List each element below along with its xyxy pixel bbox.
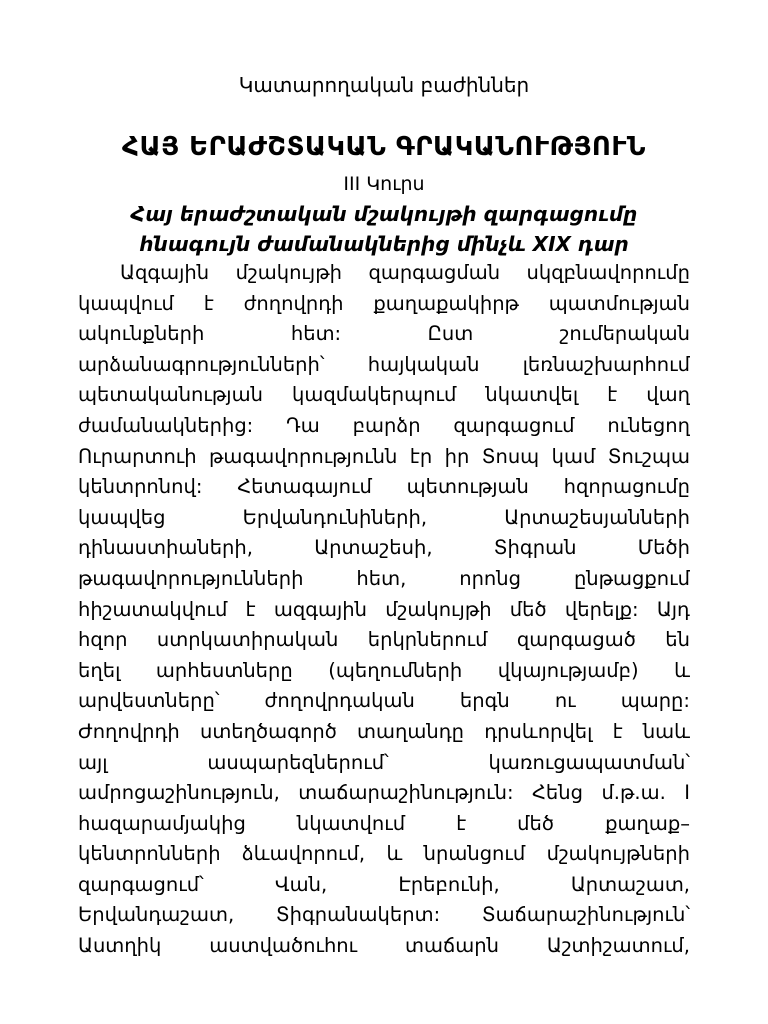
paragraph-line: Ազգային մշակույթի զարգացման սկզբնավորումը [120, 261, 690, 284]
paragraph-line: կապվեց Երվանդունիների, Արտաշեսյանների [78, 505, 690, 529]
course-label: III Կուրս [343, 173, 425, 195]
paragraph-line: հզոր ստրկատիրական երկրներում զարգացած են [78, 628, 690, 652]
paragraph-line: այլ ասպարեզներում՝ կառուցապատման՝ [78, 750, 690, 774]
paragraph-line: կապվում է ժողովրդի քաղաքակիրթ պատմության [78, 291, 690, 315]
paragraph-line: Երվանդաշատ, Տիգրանակերտ: Տաճարաշինություն՝ [78, 903, 690, 927]
section-label: Կատարողական բաժիններ [238, 73, 530, 97]
paragraph-line: հազարամյակից նկատվում է մեծ քաղաք– [78, 811, 690, 835]
paragraph-line: ամրոցաշինություն, տաճարաշինություն: Հենց մ.թ.ա. I [78, 781, 690, 805]
paragraph-line: պետականության կազմակերպում նկատվել է վաղ [78, 383, 690, 407]
paragraph-line: կենտրոնով: Հետագայում պետության հզորացումը [78, 475, 690, 499]
paragraph-line: Աստղիկ աստվածուհու տաճարն Աշտիշատում, [78, 934, 690, 958]
paragraph-line: արձանագրությունների՝ հայկական լեռնաշխարհում [78, 352, 690, 376]
paragraph-line: կենտրոնների ձևավորում, և նրանցում մշակույթների [78, 842, 690, 866]
paragraph-line: Ուրարտուի թագավորությունն էր իր Տոսպ կամ Տուշպա [78, 444, 690, 468]
paragraph-line: թագավորությունների հետ, որոնց ընթացքում [78, 566, 690, 590]
paragraph-line: հիշատակվում է ազգային մշակույթի մեծ վերելք: Այդ [78, 597, 690, 621]
paragraph-line: արվեստները՝ ժողովրդական երգն ու պարը: [78, 689, 690, 713]
document-title: ՀԱՅ ԵՐԱԺՇՏԱԿԱՆ ԳՐԱԿԱՆՈՒԹՅՈՒՆ [122, 132, 646, 162]
paragraph-line: դինաստիաների, Արտաշեսի, Տիգրան Մեծի [78, 536, 690, 560]
paragraph-line: եղել արհեստները (պեղումների վկայությամբ) և [78, 658, 690, 682]
paragraph-line: Ժողովրդի ստեղծագործ տաղանդը դրսևորվել է նաև [78, 719, 690, 743]
paragraph-line: ակունքների հետ: Ըստ շումերական [78, 322, 690, 346]
subtitle-line-1: Հայ երաժշտական մշակույթի զարգացումը [130, 202, 638, 226]
body-paragraph [78, 258, 690, 962]
paragraph-line: ժամանակներից: Դա բարձր զարգացում ունեցող [78, 413, 690, 437]
paragraph-line: զարգացում՝ Վան, Էրեբունի, Արտաշատ, [78, 872, 690, 896]
subtitle-line-2: հնագույն ժամանակներից մինչև XIX դար [139, 232, 629, 256]
